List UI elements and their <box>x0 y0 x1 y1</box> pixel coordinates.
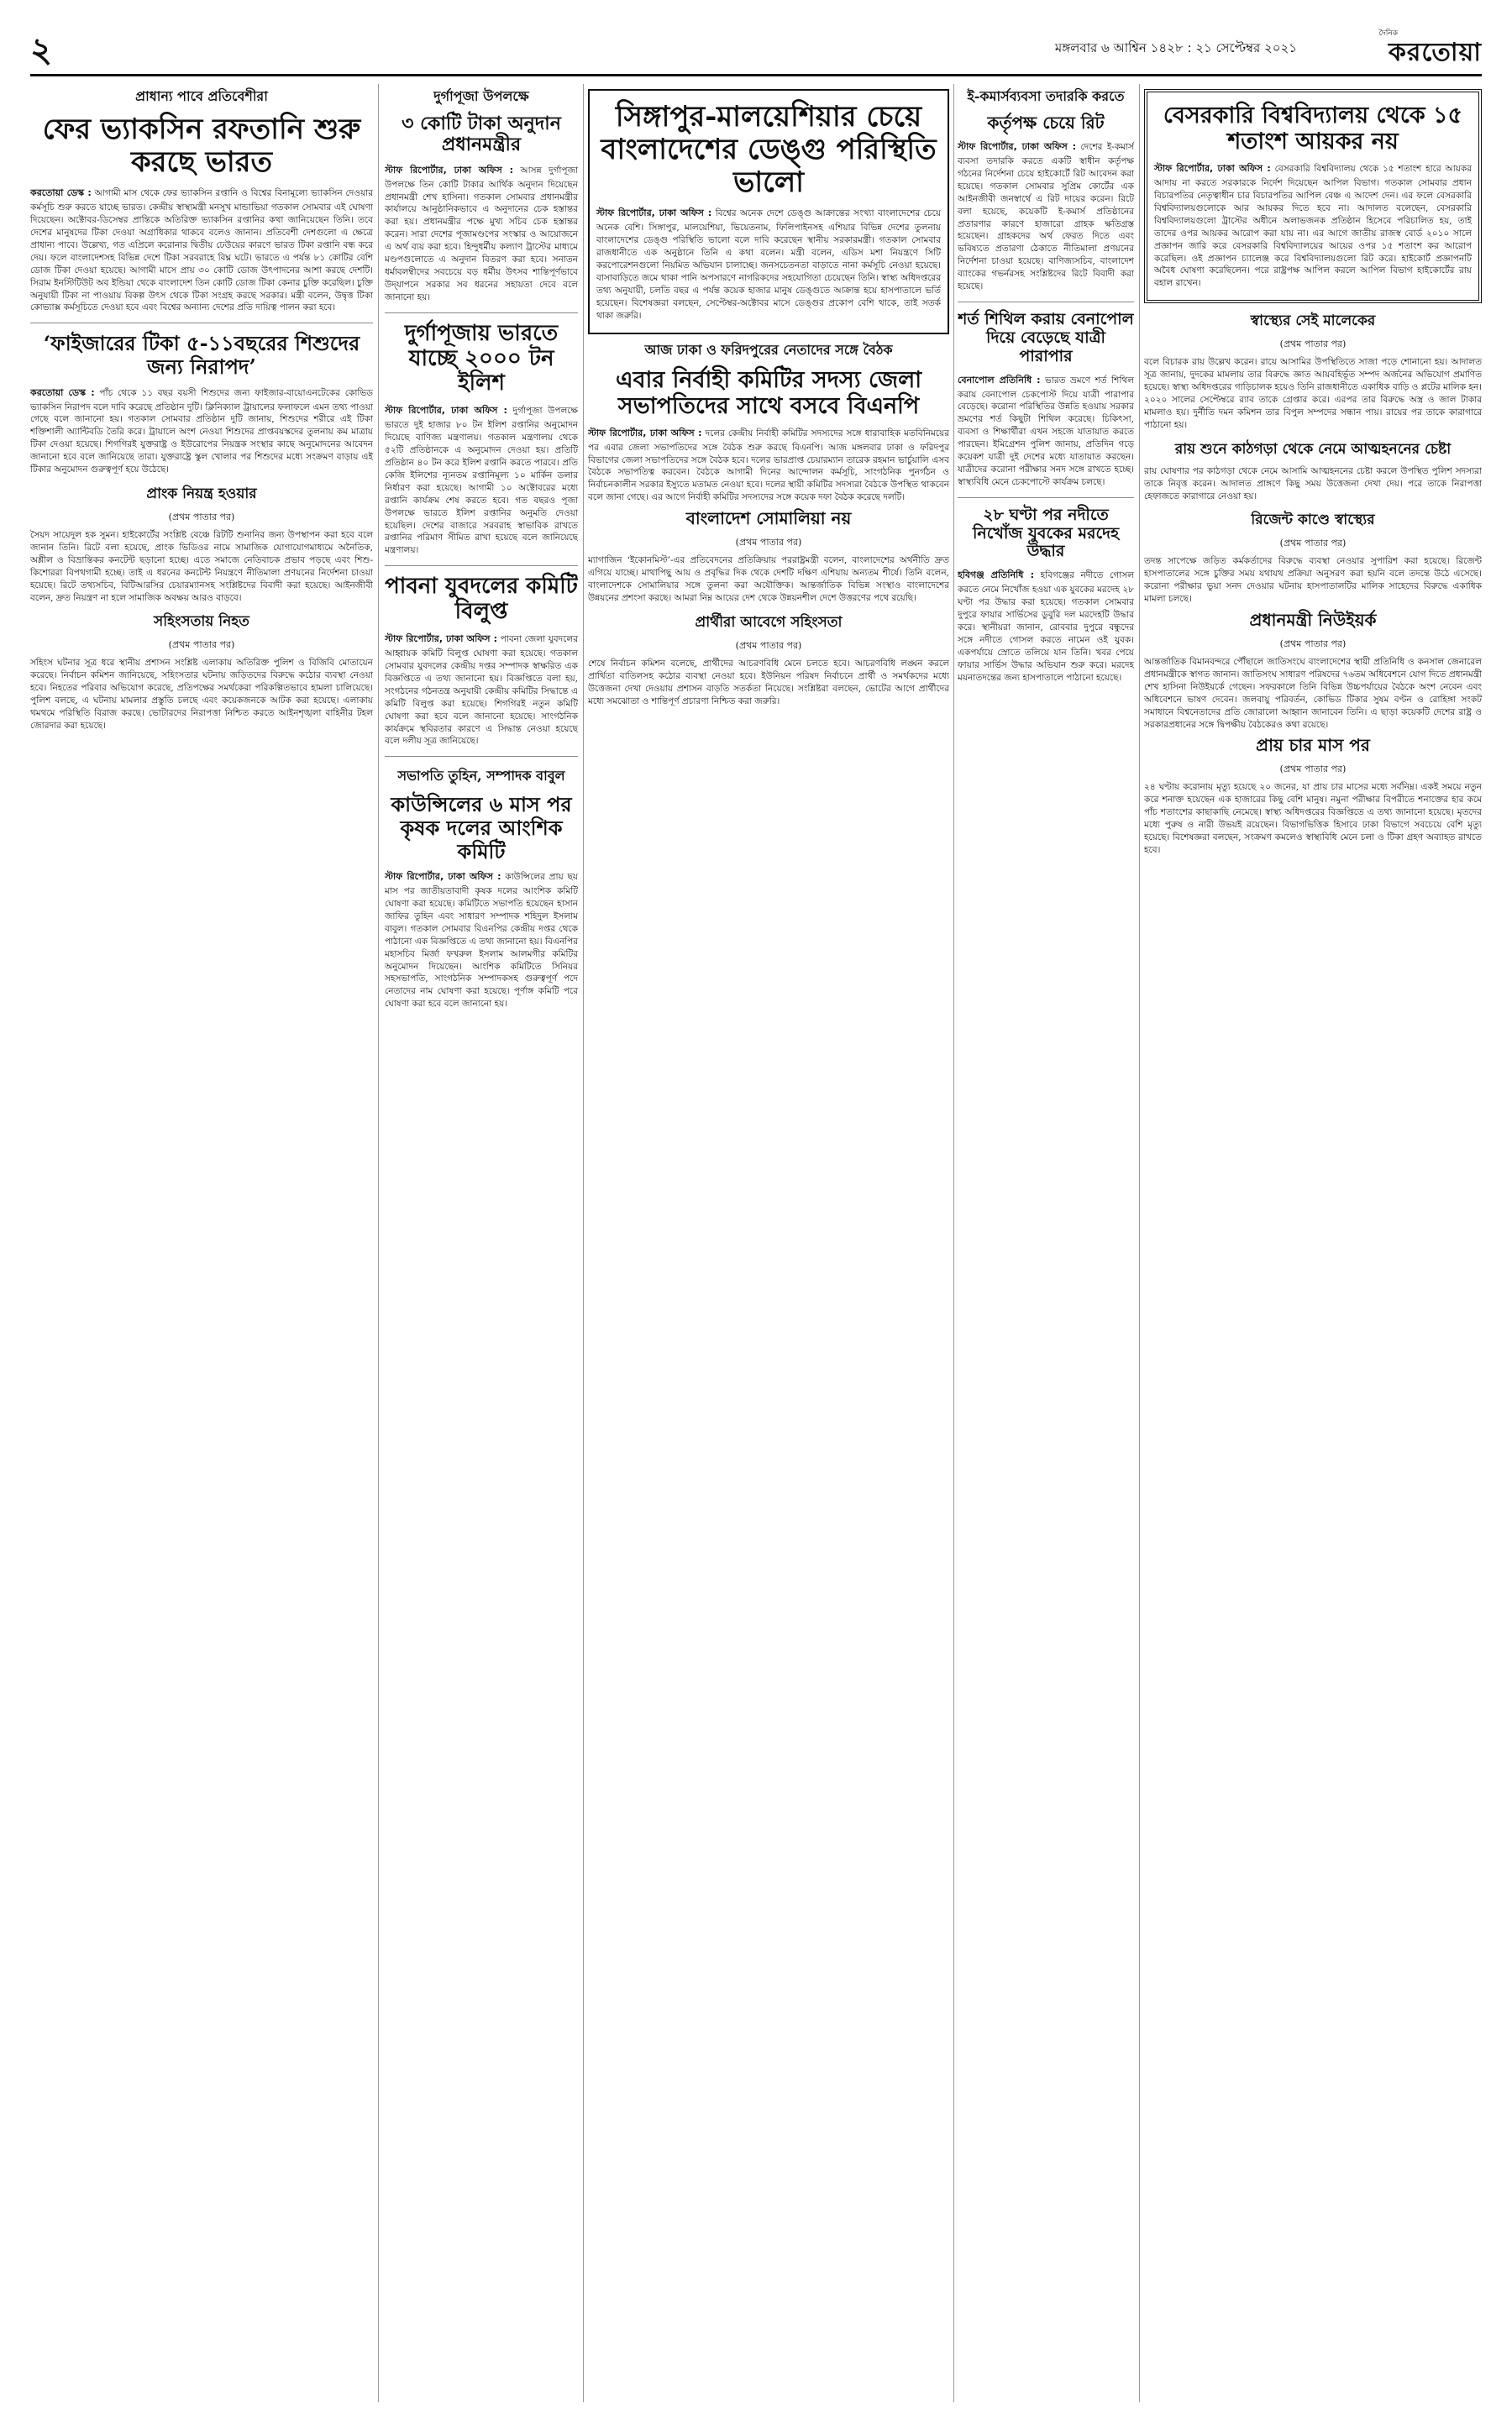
article-body: শেষে নির্বাচন কমিশন বলেছে, প্রার্থীদের আচরণবিধি মেনে চলতে হবে। আচরণবিধি লঙ্ঘন করলে প্রার্থিতা বাতিলসহ কঠোর ব্যবস্থা নেওয়া হবে। ইউনিয়ন পরিষদ নির্বাচনে প্রার্থী ও সমর্থকদের মধ্যে উত্তেজনা দেখা দেওয়ায় প্রশাসন বাড়তি সতর্কতা নিয়েছে। সংশ্লিষ্টরা বলছেন, ভোটের আগে প্রার্থীদের মধ্যে সমঝোতা ও শান্তিপূর্ণ প্রচারণা নিশ্চিত করা জরুরি। <box>588 658 949 706</box>
article-byline: করতোয়া ডেস্ক : <box>30 386 95 398</box>
continued-note: (প্রথম পাতার পর) <box>735 639 802 651</box>
article-byline: স্টাফ রিপোর্টার, ঢাকা অফিস : <box>958 141 1077 152</box>
article-headline: ৩ কোটি টাকা অনুদান প্রধানমন্ত্রীর <box>402 113 561 156</box>
column-rule <box>378 84 379 2402</box>
article-byline: স্টাফ রিপোর্টার, ঢাকা অফিস : <box>588 427 702 438</box>
article-pm-newyork <box>1144 611 1482 731</box>
article-kicker: আজ ঢাকা ও ফরিদপুরের নেতাদের সঙ্গে বৈঠক <box>644 341 893 358</box>
article-headline: প্রায় চার মাস পর <box>1256 735 1370 756</box>
column-rule <box>1139 84 1140 2402</box>
article-krishak-dal <box>385 765 578 1010</box>
article-kicker: ই-কমার্সব্যবসা তদারকি করতে <box>967 88 1125 104</box>
article-headline: স্বাস্থ্যের সেই মালেকের <box>1250 312 1376 330</box>
continued-note: (প্রথম পাতার পর) <box>168 511 235 522</box>
article-dengue-comparison <box>588 89 949 334</box>
article-text: ভারত ভ্রমণে শর্ত শিথিল করায় বেনাপোল চেকপোস্ট দিয়ে যাত্রী পারাপার বেড়েছে। করোনা পরিস্থিতির উন্নতি হওয়ায় সরকার ভ্রমণের শর্ত কিছুটা শিথিল করেছে। চিকিৎসা, ব্যবসা ও শিক্ষার্থীরা এখন সহজে যাতায়াত করতে পারছেন। ইমিগ্রেশন পুলিশ জানায়, প্রতিদিন গড়ে কয়েকশ যাত্রী দুই দেশের মধ্যে যাতায়াত করছেন। যাত্রীদের করোনা পরীক্ষার সনদ সঙ্গে রাখতে হচ্ছে। স্বাস্থ্যবিধি মেনে চেকপোস্টে কার্যক্রম চলছে। <box>958 375 1134 487</box>
continued-note: (প্রথম পাতার পর) <box>1279 339 1347 350</box>
column-2 <box>385 84 578 2402</box>
article-byline: হবিগঞ্জ প্রতিনিধি : <box>958 569 1034 581</box>
article-university-tax <box>1144 89 1482 303</box>
masthead-logo <box>1322 27 1482 66</box>
article-text: পাবনা জেলা যুবদলের আহ্বায়ক কমিটি বিলুপ্ত ঘোষণা করা হয়েছে। গতকাল সোমবার যুবদলের কেন্দ্রীয় দপ্তর সম্পাদক স্বাক্ষরিত এক বিজ্ঞপ্তিতে এ তথ্য জানানো হয়। বিজ্ঞপ্তিতে বলা হয়, সংগঠনের গঠনতন্ত্র অনুযায়ী কেন্দ্রীয় কমিটির সিদ্ধান্তে এ কমিটি বিলুপ্ত করা হয়েছে। শিগগিরই নতুন কমিটি ঘোষণা করা হবে বলে জানানো হয়েছে। সাংগঠনিক কার্যক্রমে স্থবিরতার কারণে এ সিদ্ধান্ত নেওয়া হয়েছে বলে দলীয় সূত্র জানিয়েছে। <box>385 634 578 747</box>
article-body <box>588 426 949 505</box>
article-violence-killed <box>30 611 373 732</box>
article-body <box>958 139 1134 293</box>
continued-note: (প্রথম পাতার পর) <box>1279 764 1347 775</box>
continued-note: (প্রথম পাতার পর) <box>1279 538 1347 549</box>
article-text: দলের কেন্দ্রীয় নির্বাহী কমিটির সদস্যদের সঙ্গে ধারাবাহিক মতবিনিময়ের পর এবার জেলা সভাপতিদের সঙ্গে বৈঠক শুরু করছে বিএনপি। আজ মঙ্গলবার ঢাকা ও ফরিদপুর বিভাগের জেলা সভাপতিদের সঙ্গে বৈঠক হবে। দলের ভারপ্রাপ্ত চেয়ারম্যান তারেক রহমান ভার্চুয়ালি এসব বৈঠকে সভাপতিত্ব করবেন। বৈঠকে আগামী দিনের আন্দোলন কর্মসূচি, সাংগঠনিক পুনর্গঠন ও নির্বাচনকালীন সরকার ইস্যুতে মতামত নেওয়া হবে। দলের স্থায়ী কমিটির সদস্যরা বৈঠকে উপস্থিত থাকবেন বলে জানা গেছে। এর আগে নির্বাহী কমিটির সদস্যদের সঙ্গে কয়েক দফা বৈঠক করেছে দলটি। <box>588 428 949 503</box>
article-headline: প্রাংক নিয়ন্ত্র হওয়ার <box>146 485 257 502</box>
continued-note: (প্রথম পাতার পর) <box>168 639 235 651</box>
article-text: বিশ্বের অনেক দেশে ডেঙ্গু আক্রান্তের সংখ্যা বাংলাদেশের চেয়ে অনেক বেশি। সিঙ্গাপুর, মালয়েশিয়া, ভিয়েতনাম, ফিলিপাইনসহ এশিয়ার বিভিন্ন দেশের তুলনায় বাংলাদেশের ডেঙ্গু পরিস্থিতি ভালো বলে দাবি করেছেন স্থানীয় সরকারমন্ত্রী। গতকাল সোমবার রাজধানীতে এক অনুষ্ঠানে তিনি এ কথা বলেন। মন্ত্রী বলেন, এডিস মশা নিয়ন্ত্রণে সিটি করপোরেশনগুলো নিয়মিত অভিযান চালাচ্ছে। জনসচেতনতা বাড়াতে নানা কর্মসূচি নেওয়া হয়েছে। বাসাবাড়িতে জমে থাকা পানি অপসারণে নাগরিকদের সহযোগিতা চেয়েছেন তিনি। স্বাস্থ্য অধিদপ্তরের তথ্য অনুযায়ী, চলতি বছর এ পর্যন্ত কয়েক হাজার মানুষ ডেঙ্গুতে আক্রান্ত হয়ে হাসপাতালে ভর্তি হয়েছেন। বিশেষজ্ঞরা বলছেন, সেপ্টেম্বর-অক্টোবর মাসে ডেঙ্গুর প্রকোপ বেশি থাকে, তাই সতর্ক থাকা জরুরি। <box>596 208 941 321</box>
article-body: রায় ঘোষণার পর কাঠগড়া থেকে নেমে আসামি আত্মহননের চেষ্টা করলে উপস্থিত পুলিশ সদস্যরা তাকে নিবৃত্ত করেন। আদালত প্রাঙ্গণে কিছু সময় উত্তেজনা দেখা দেয়। পরে তাকে নিরাপত্তা হেফাজতে কারাগারে নেওয়া হয়। <box>1144 465 1482 501</box>
article-byline: স্টাফ রিপোর্টার, ঢাকা অফিস : <box>385 633 498 645</box>
article-body <box>30 186 373 314</box>
article-vaccine-export <box>30 86 373 314</box>
divider <box>385 565 578 566</box>
divider <box>958 497 1134 498</box>
continued-note: (প্রথম পাতার পর) <box>735 537 802 548</box>
column-rule <box>583 84 584 2402</box>
article-health-malek <box>1144 310 1482 502</box>
issue-date: মঙ্গলবার ৬ আশ্বিন ১৪২৮ : ২১ সেপ্টেম্বর ২০২১ <box>1054 40 1297 55</box>
column-4 <box>958 84 1134 2402</box>
article-body <box>958 373 1134 489</box>
article-headline: সিঙ্গাপুর-মালয়েশিয়ার চেয়ে বাংলাদেশের ডেঙ্গু পরিস্থিতি ভালো <box>601 100 937 200</box>
article-bnp-meeting <box>588 339 949 505</box>
article-body: ২৪ ঘণ্টায় করোনায় মৃত্যু হয়েছে ২০ জনের, যা প্রায় চার মাসের মধ্যে সর্বনিম্ন। একই সময়ে নতুন করে শনাক্ত হয়েছেন এক হাজারের কিছু বেশি মানুষ। নমুনা পরীক্ষার বিপরীতে শনাক্তের হার কমে পাঁচ শতাংশের কাছাকাছি নেমেছে। স্বাস্থ্য অধিদপ্তরের বিজ্ঞপ্তিতে এ তথ্য জানানো হয়েছে। মৃতদের মধ্যে পুরুষ ও নারী উভয়ই রয়েছেন। বিভাগভিত্তিক হিসাবে ঢাকা বিভাগে সবচেয়ে বেশি মৃত্যু হয়েছে। বিশেষজ্ঞরা বলছেন, সংক্রমণ কমলেও স্বাস্থ্যবিধি মেনে চলা ও টিকা গ্রহণ অব্যাহত রাখতে হবে। <box>1144 782 1482 855</box>
article-body <box>30 386 373 476</box>
logo-small-text: দৈনিক <box>1378 29 1398 38</box>
article-headline: কর্তৃপক্ষ চেয়ে রিট <box>987 113 1105 133</box>
article-byline: স্টাফ রিপোর্টার, ঢাকা অফিস : <box>385 871 501 883</box>
article-byline: বেনাপোল প্রতিনিধি : <box>958 374 1041 386</box>
page-number: ২ <box>30 30 53 70</box>
article-kicker: প্রাধান্য পাবে প্রতিবেশীরা <box>135 88 268 104</box>
article-prank-control <box>30 483 373 604</box>
article-text: আগামী মাস থেকে ফের ভ্যাকসিন রপ্তানি ও বিশ্বের বিনামূল্যে ভ্যাকসিন দেওয়ার কর্মসূচি শুরু করতে যাচ্ছে ভারত। কেন্দ্রীয় স্বাস্থ্যমন্ত্রী মনসুখ মান্ডাভিয়া গতকাল সোমবার এই ঘোষণা দিয়েছেন। অক্টোবর-ডিসেম্বর প্রান্তিকে অতিরিক্ত ভ্যাকসিন রপ্তানির কথা জানিয়েছেন তিনি। তবে দেশের মানুষদের টিকা দেওয়া অগ্রাধিকার থাকবে বলেও জানান। প্রতিবেশী দেশগুলো এ ক্ষেত্রে প্রাধান্য পাবে। উল্লেখ্য, গত এপ্রিলে করোনার দ্বিতীয় ঢেউয়ের কারণে ভারত টিকা রপ্তানি বন্ধ করে দেয়। ফলে বাংলাদেশসহ বিভিন্ন দেশে টিকা সরবরাহে বিঘ্ন ঘটে। ভারতে এ পর্যন্ত ৮১ কোটির বেশি ডোজ টিকা দেওয়া হয়েছে। আগামী মাসে প্রায় ৩০ কোটি ডোজ উৎপাদনের আশা করছে দেশটি। সিরাম ইনস্টিটিউট অব ইন্ডিয়া থেকে বাংলাদেশ তিন কোটি ডোজ টিকা কেনার চুক্তি করেছিল। চুক্তি অনুযায়ী টিকা না পাওয়ায় বিকল্প উৎস থেকে টিকা সংগ্রহ করছে সরকার। মন্ত্রী বলেন, উদ্বৃত্ত টিকা কোভ্যাক্স কর্মসূচিতে দেওয়া হবে এবং বিশ্বের অন্যান্য দেশের প্রতি দায়িত্ব পালন করা হবে। <box>30 188 373 313</box>
article-body: সহিংস ঘটনার সূত্র ধরে স্থানীয় প্রশাসন সংশ্লিষ্ট এলাকায় অতিরিক্ত পুলিশ ও বিজিবি মোতায়েন করেছে। নির্বাচন কমিশন জানিয়েছে, সহিংসতার ঘটনায় জড়িতদের বিরুদ্ধে কঠোর ব্যবস্থা নেওয়া হবে। নিহতের পরিবার অভিযোগ করেছে, প্রতিপক্ষের সমর্থকেরা পরিকল্পিতভাবে হামলা চালিয়েছে। পুলিশ বলছে, এ ঘটনায় মামলার প্রস্তুতি চলছে এবং কয়েকজনকে আটক করা হয়েছে। এলাকায় থমথমে পরিস্থিতি বিরাজ করছে। ভোটারদের নিরাপত্তা নিশ্চিত করতে আইনশৃঙ্খলা বাহিনীর টহল জোরদার করা হয়েছে। <box>30 658 373 731</box>
column-3 <box>588 84 949 2402</box>
article-text: হবিগঞ্জের নদীতে গোসল করতে নেমে নিখোঁজ হওয়া এক যুবকের মরদেহ ২৮ ঘণ্টা পর উদ্ধার করা হয়েছে। গতকাল সোমবার দুপুরে ফায়ার সার্ভিসের ডুবুরি দল মরদেহটি উদ্ধার করে। স্থানীয়রা জানান, রোববার দুপুরে বন্ধুদের সঙ্গে নদীতে গোসল করতে নামেন ওই যুবক। একপর্যায়ে স্রোতে তলিয়ে যান তিনি। খবর পেয়ে ফায়ার সার্ভিস উদ্ধার অভিযান শুরু করে। মরদেহ ময়নাতদন্তের জন্য হাসপাতালে পাঠানো হয়েছে। <box>958 570 1134 683</box>
article-body <box>385 632 578 748</box>
article-headline: সহিংসতায় নিহত <box>154 613 249 631</box>
divider <box>385 756 578 757</box>
article-headline: ফের ভ্যাকসিন রফতানি শুরু করছে ভারত <box>42 113 361 180</box>
article-body <box>385 163 578 304</box>
article-headline: বেসরকারি বিশ্ববিদ্যালয় থেকে ১৫ শতাংশ আয়কর নয় <box>1163 102 1463 155</box>
article-body <box>596 206 941 322</box>
article-text: দুর্গাপূজা উপলক্ষে ভারতে দুই হাজার ৮০ টন ইলিশ রপ্তানির অনুমোদন দিয়েছে বাণিজ্য মন্ত্রণালয়। গতকাল মন্ত্রণালয় থেকে ৫২টি প্রতিষ্ঠানকে এ অনুমোদন দেওয়া হয়। প্রতিটি প্রতিষ্ঠান ৪০ টন করে ইলিশ রপ্তানি করতে পারবে। প্রতি কেজি ইলিশের ন্যূনতম রপ্তানিমূল্য ১০ মার্কিন ডলার নির্ধারণ করা হয়েছে। আগামী ১০ অক্টোবরের মধ্যে রপ্তানি কার্যক্রম শেষ করতে হবে। গত বছরও পূজা উপলক্ষে ভারতে ইলিশ রপ্তানির অনুমতি দেওয়া হয়েছিল। দেশের বাজারে সরবরাহ স্বাভাবিক রাখতে রপ্তানির পরিমাণ সীমিত রাখা হয়েছে বলে জানিয়েছে মন্ত্রণালয়। <box>385 406 578 556</box>
article-kicker: সভাপতি তুহিন, সম্পাদক বাবুল <box>397 768 565 785</box>
article-body: তদন্ত সাপেক্ষে জড়িত কর্মকর্তাদের বিরুদ্ধে ব্যবস্থা নেওয়ার সুপারিশ করা হয়েছে। রিজেন্ট হাসপাতালের সঙ্গে চুক্তির সময় যথাযথ প্রক্রিয়া অনুসরণ করা হয়নি বলে তদন্তে উঠে এসেছে। করোনা পরীক্ষার ভুয়া সনদ দেওয়ার ঘটনায় হাসপাতালটির মালিক সাহেদের বিরুদ্ধে একাধিক মামলা চলছে। <box>1144 556 1482 605</box>
article-headline: এবার নির্বাহী কমিটির সদস্য জেলা সভাপতিদের সাথে বসবে বিএনপি <box>615 366 922 419</box>
article-pfizer-children <box>30 332 373 476</box>
article-pabna-jubodal <box>385 575 578 748</box>
column-5 <box>1144 84 1482 2402</box>
article-ecommerce-writ <box>958 86 1134 293</box>
article-text: কাউন্সিলের প্রায় ছয় মাস পর জাতীয়তাবাদী কৃষক দলের আংশিক কমিটি ঘোষণা করা হয়েছে। কমিটিতে সভাপতি হয়েছেন হাসান জাফির তুহিন এবং সাধারণ সম্পাদক শহিদুল ইসলাম বাবুল। গতকাল সোমবার বিএনপির কেন্দ্রীয় দপ্তর থেকে পাঠানো এক বিজ্ঞপ্তিতে এ তথ্য জানানো হয়। বিএনপির মহাসচিব মির্জা ফখরুল ইসলাম আলমগীর কমিটির অনুমোদন দিয়েছেন। আংশিক কমিটিতে সিনিয়র সহসভাপতি, সাংগঠনিক সম্পাদকসহ গুরুত্বপূর্ণ পদে নেতাদের নাম ঘোষণা করা হয়েছে। পূর্ণাঙ্গ কমিটি পরে ঘোষণা করা হবে বলে জানানো হয়। <box>385 872 578 1010</box>
article-text: পাঁচ থেকে ১১ বছর বয়সী শিশুদের জন্য ফাইজার-বায়োএনটেকের কোভিড ভ্যাকসিন নিরাপদ বলে দাবি করেছে প্রতিষ্ঠান দুটি। ক্লিনিক্যাল ট্রায়ালের ফলাফলে এমন তথ্য পাওয়া গেছে বলে জানানো হয়। গতকাল সোমবার প্রতিষ্ঠান দুটি জানায়, শিশুদের শরীরে এই টিকা শক্তিশালী অ্যান্টিবডি তৈরি করে। ট্রায়ালে অংশ নেওয়া শিশুদের প্রাপ্তবয়স্কদের তুলনায় কম মাত্রায় টিকা দেওয়া হয়েছে। শিগগিরই যুক্তরাষ্ট্র ও ইউরোপের নিয়ন্ত্রক সংস্থার কাছে অনুমোদনের আবেদন জানানো হবে বলে জানিয়েছে তারা। যুক্তরাষ্ট্রে স্কুল খোলার পর শিশুদের মধ্যে সংক্রমণ বাড়ায় এই টিকার অনুমোদন গুরুত্বপূর্ণ হয়ে উঠেছে। <box>30 387 373 475</box>
article-headline: বাংলাদেশ সোমালিয়া নয় <box>685 508 852 529</box>
article-headline: পাবনা যুবদলের কমিটি বিলুপ্ত <box>385 574 578 625</box>
column-1 <box>30 84 373 2402</box>
article-text: বেসরকারি বিশ্ববিদ্যালয় থেকে ১৫ শতাংশ হারে আয়কর আদায় না করতে সরকারকে নির্দেশ দিয়েছেন আপিল বিভাগ। গতকাল সোমবার প্রধান বিচারপতির নেতৃত্বাধীন চার বিচারপতির আপিল বেঞ্চ এ আদেশ দেন। এর ফলে বেসরকারি বিশ্ববিদ্যালয়গুলোকে আর আয়কর দিতে হবে না। আদালত বলেছেন, বেসরকারি বিশ্ববিদ্যালয়গুলো ট্রাস্টের অধীনে অলাভজনক প্রতিষ্ঠান হিসেবে পরিচালিত হয়, তাই তাদের ওপর আয়কর আরোপ করা যায় না। এর আগে জাতীয় রাজস্ব বোর্ড ২০১০ সালে প্রজ্ঞাপন জারি করে বেসরকারি বিশ্ববিদ্যালয়ের আয়ের ওপর ১৫ শতাংশ কর আরোপ করেছিল। ওই প্রজ্ঞাপন চ্যালেঞ্জ করে বিশ্ববিদ্যালয়গুলো রিট করে। হাইকোর্ট প্রজ্ঞাপনটি অবৈধ ঘোষণা করেছিলেন। পরে রাষ্ট্রপক্ষ আপিল করলে আপিল বিভাগ হাইকোর্টের রায় বহাল রাখেন। <box>1154 164 1472 289</box>
article-body <box>385 869 578 1010</box>
divider <box>385 312 578 313</box>
article-body <box>385 403 578 557</box>
column-rule <box>953 84 954 2402</box>
page-header <box>30 24 1482 76</box>
article-benapole-travel <box>958 311 1134 489</box>
article-headline: প্রধানমন্ত্রী নিউইয়র্ক <box>1249 610 1377 631</box>
continued-note: (প্রথম পাতার পর) <box>1279 638 1347 650</box>
article-headline: শর্ত শিথিল করায় বেনাপোল দিয়ে বেড়েছে যাত্রী পারাপার <box>958 309 1134 365</box>
article-text: দেশের ই-কমার্স ব্যবসা তদারকি করতে একটি স্বাধীন কর্তৃপক্ষ গঠনের নির্দেশনা চেয়ে হাইকোর্টে রিট আবেদন করা হয়েছে। গতকাল সোমবার সুপ্রিম কোর্টের এক আইনজীবী জনস্বার্থে এ রিট দায়ের করেন। রিটে বলা হয়েছে, কয়েকটি ই-কমার্স প্রতিষ্ঠানের প্রতারণার কারণে হাজারো গ্রাহক ক্ষতিগ্রস্ত হয়েছেন। গ্রাহকদের অর্থ ফেরত দিতে এবং ভবিষ্যতে প্রতারণা ঠেকাতে নীতিমালা প্রণয়নের নির্দেশনা চাওয়া হয়েছে। বাণিজ্যসচিব, বাংলাদেশ ব্যাংকের গভর্নরসহ সংশ্লিষ্টদের রিটে বিবাদী করা হয়েছে। <box>958 142 1134 292</box>
article-byline: স্টাফ রিপোর্টার, ঢাকা অফিস : <box>385 164 514 176</box>
article-headline: রিজেন্ট কাণ্ডে স্বাস্থ্যের <box>1251 512 1375 529</box>
article-not-somalia <box>588 509 949 605</box>
article-headline: ২৮ ঘণ্টা পর নদীতে নিখোঁজ যুবকের মরদেহ উদ্ধার <box>972 505 1120 561</box>
article-body <box>958 568 1134 684</box>
article-byline: স্টাফ রিপোর্টার, ঢাকা অফিস : <box>596 207 712 219</box>
article-body: বলে বিচারক রায় উল্লেখ করেন। রায়ে আসামির উপস্থিতিতে সাজা পড়ে শোনানো হয়। আদালত সূত্র জানায়, দুদকের মামলায় তার বিরুদ্ধে জ্ঞাত আয়বহির্ভূত সম্পদ অর্জনের অভিযোগ প্রমাণিত হয়েছে। স্বাস্থ্য অধিদপ্তরের গাড়িচালক হয়েও তিনি রাজধানীতে একাধিক বাড়ি ও প্লটের মালিক হন। ২০২০ সালের সেপ্টেম্বরে র‍্যাব তাকে গ্রেপ্তার করে। এরপর তার বিরুদ্ধে অস্ত্র ও জাল টাকার মামলাও হয়। দুর্নীতি দমন কমিশন তার বিপুল সম্পদের সন্ধান পায়। রায়ের পর তাকে কারাগারে পাঠানো হয়। <box>1144 357 1482 430</box>
article-subheadline: রায় শুনে কাঠগড়া থেকে নেমে আত্মহননের চেষ্টা <box>1174 440 1452 458</box>
article-headline: প্রার্থীরা আবেগে সহিংসতা <box>695 613 843 631</box>
article-drowned-youth <box>958 506 1134 685</box>
article-byline: করতোয়া ডেস্ক : <box>30 187 92 199</box>
article-byline: স্টাফ রিপোর্টার, ঢাকা অফিস : <box>1154 163 1271 175</box>
article-body: আন্তর্জাতিক বিমানবন্দরে পৌঁছালে জাতিসংঘে বাংলাদেশের স্থায়ী প্রতিনিধি ও কনসাল জেনারেল প্রধানমন্ত্রীকে স্বাগত জানান। জাতিসংঘ সাধারণ পরিষদের ৭৬তম অধিবেশনে যোগ দিতে প্রধানমন্ত্রী শেখ হাসিনা নিউইয়র্কে গেছেন। সফরকালে তিনি বিভিন্ন উচ্চপর্যায়ের বৈঠকে অংশ নেবেন এবং অধিবেশনে ভাষণ দেবেন। জলবায়ু পরিবর্তন, কোভিড টিকার সুষম বণ্টন ও রোহিঙ্গা সংকট সমাধানে বিশ্বনেতাদের প্রতি জোরালো আহ্বান জানাবেন তিনি। এ ছাড়া কয়েকটি দেশের রাষ্ট্র ও সরকারপ্রধানের সঙ্গে দ্বিপক্ষীয় বৈঠকেরও কথা রয়েছে। <box>1144 657 1482 730</box>
article-durga-allowance <box>385 86 578 304</box>
article-body: ম্যাগাজিন ‘ইকোনমিস্ট’-এর প্রতিবেদনের প্রতিক্রিয়ায় পররাষ্ট্রমন্ত্রী বলেন, বাংলাদেশের অর্থনীতি দ্রুত এগিয়ে যাচ্ছে। মাথাপিছু আয় ও প্রবৃদ্ধির দিক থেকে দেশটি দক্ষিণ এশিয়ায় অন্যতম শীর্ষে। তিনি বলেন, বাংলাদেশকে সোমালিয়ার সঙ্গে তুলনা করা অযৌক্তিক। আন্তর্জাতিক বিভিন্ন সংস্থাও বাংলাদেশের উন্নয়নের প্রশংসা করছে। আমরা নিম্ন আয়ের দেশ থেকে উন্নয়নশীল দেশে উত্তরণের পথে রয়েছি। <box>588 555 949 603</box>
article-text: আসন্ন দুর্গাপূজা উপলক্ষে তিন কোটি টাকার আর্থিক অনুদান দিয়েছেন প্রধানমন্ত্রী শেখ হাসিনা। গতকাল সোমবার প্রধানমন্ত্রীর কার্যালয়ে আনুষ্ঠানিকভাবে এ অনুদানের চেক হস্তান্তর করা হয়। প্রধানমন্ত্রীর পক্ষে মুখ্য সচিব চেক হস্তান্তর করেন। সারা দেশের পূজামণ্ডপের সংস্কার ও আয়োজনে এ অর্থ ব্যয় করা হবে। হিন্দুধর্মীয় কল্যাণ ট্রাস্টের মাধ্যমে মণ্ডপগুলোতে এ অনুদান বিতরণ করা হবে। সনাতন ধর্মাবলম্বীদের সবচেয়ে বড় ধর্মীয় উৎসব শান্তিপূর্ণভাবে উদ্‌যাপনে সরকার সব ধরনের সহায়তা দেবে বলে জানানো হয়। <box>385 165 578 302</box>
article-headline: ‘ফাইজারের টিকা ৫-১১বছরের শিশুদের জন্য নিরাপদ’ <box>43 331 360 379</box>
article-candidates-violence <box>588 611 949 708</box>
article-kicker: দুর্গাপূজা উপলক্ষে <box>433 88 529 104</box>
article-regent-scandal <box>1144 509 1482 606</box>
article-headline: দুর্গাপূজায় ভারতে যাচ্ছে ২০০০ টন ইলিশ <box>404 320 559 396</box>
article-body <box>1154 161 1472 290</box>
article-headline: কাউন্সিলের ৬ মাস পর কৃষক দলের আংশিক কমিটি <box>391 792 572 863</box>
article-hilsa-export <box>385 322 578 558</box>
article-four-months <box>1144 736 1482 856</box>
logo-name: করতোয়া <box>1388 38 1482 67</box>
article-byline: স্টাফ রিপোর্টার, ঢাকা অফিস : <box>385 405 507 417</box>
article-body: সৈয়দ সায়েদুল হক সুমন। হাইকোর্টের সংশ্লিষ্ট বেঞ্চে রিটটি শুনানির জন্য উপস্থাপন করা হবে বলে জানান তিনি। রিটে বলা হয়েছে, প্রাংক ভিডিওর নামে সামাজিক যোগাযোগমাধ্যমে অনৈতিক, অশ্লীল ও বিভ্রান্তিকর কনটেন্ট ছড়ানো হচ্ছে। এতে সমাজে নেতিবাচক প্রভাব পড়ছে এবং শিশু-কিশোররা বিপথগামী হচ্ছে। তাই এ ধরনের কনটেন্ট নিয়ন্ত্রণে নীতিমালা প্রণয়নের নির্দেশনা চাওয়া হয়েছে। রিটে তথ্যসচিব, বিটিআরসির চেয়ারম্যানসহ সংশ্লিষ্টদের বিবাদী করা হয়েছে। আইনজীবী বলেন, দ্রুত নিয়ন্ত্রণ না হলে সামাজিক অবক্ষয় আরও বাড়বে। <box>30 529 373 603</box>
